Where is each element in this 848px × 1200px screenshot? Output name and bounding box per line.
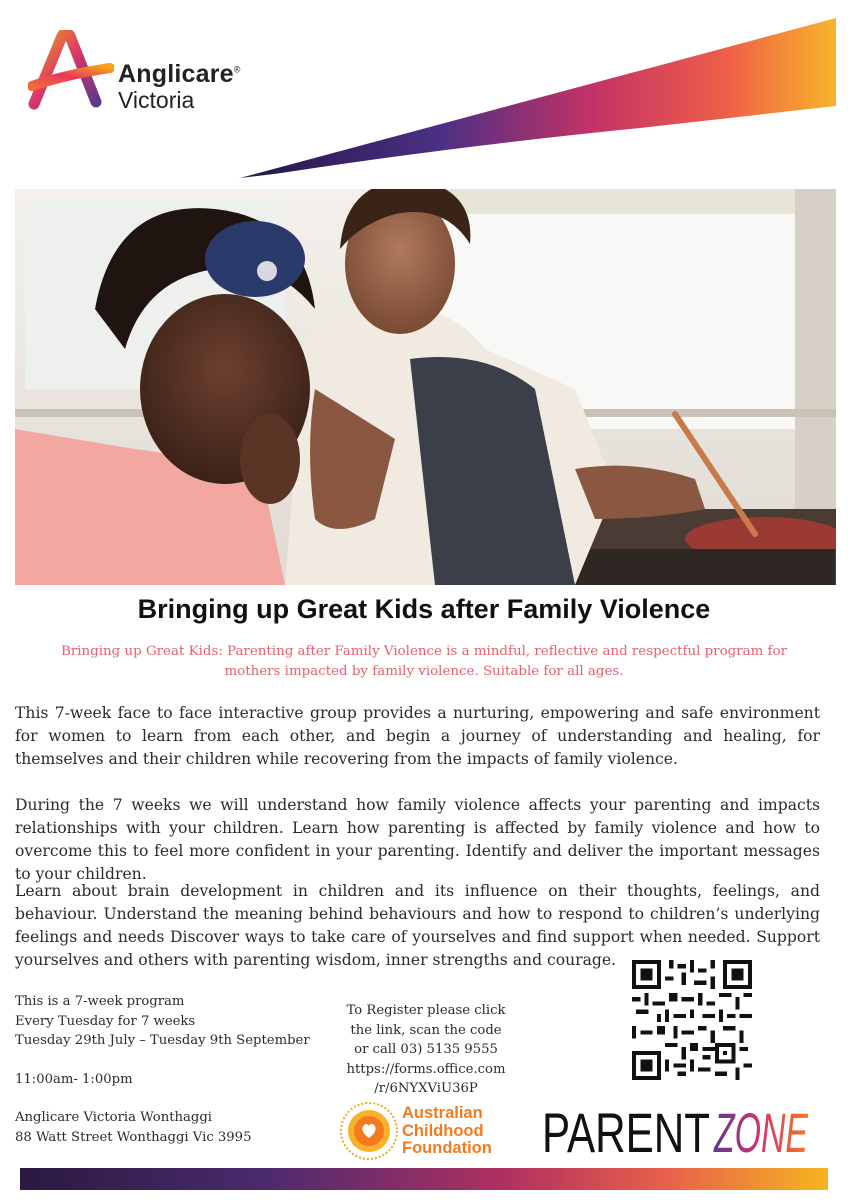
weeks-paragraph: During the 7 weeks we will understand how family violence affects your parenting and impacts relationships with your children. Learn how parenting is affected by family violence and how to overcome this to feel more confident in your parenting. Identify and deliver the important messages to your children. — [15, 796, 820, 883]
register-line2: the link, scan the code — [350, 1022, 502, 1038]
brand-name-line1: Anglicare® — [118, 60, 241, 88]
register-info — [328, 1001, 524, 1099]
anglicare-a-icon — [28, 30, 114, 114]
hero-photo — [15, 189, 836, 585]
parentzone-text-zone: ZONE — [712, 1101, 809, 1162]
program-dates: Tuesday 29th July – Tuesday 9th September — [15, 1033, 310, 1048]
program-details — [15, 992, 310, 1147]
program-venue: Anglicare Victoria Wonthaggi — [15, 1110, 213, 1125]
parentzone-text-parent: PARENT — [542, 1101, 710, 1162]
brain-development-paragraph: Learn about brain development in children and its influence on their thoughts, feelings, and behaviour. Understand the meaning behind behaviours and how to respond to children’s underlying feelings and needs Discover ways to take care of yourselves and find support when needed. Support yourselves and others with parenting wisdom, inner strengths and courage. — [15, 882, 820, 969]
acf-logo — [338, 1100, 508, 1164]
program-address: 88 Watt Street Wonthaggi Vic 3995 — [15, 1129, 252, 1145]
brand-name-line2: Victoria — [118, 87, 195, 113]
anglicare-logo — [28, 30, 268, 114]
register-phone[interactable]: or call 03) 5135 9555 — [354, 1042, 498, 1057]
acf-name: Australian Childhood Foundation — [402, 1104, 492, 1157]
register-link[interactable]: https://forms.office.com — [346, 1061, 506, 1077]
program-length: This is a 7-week program — [15, 994, 185, 1009]
parentzone-logo — [542, 1098, 822, 1162]
photo-mother-daughter-cooking-icon — [15, 189, 836, 585]
acf-sun-heart-icon — [338, 1100, 400, 1162]
footer-gradient-bar — [20, 1168, 828, 1190]
qr-code-icon[interactable] — [632, 960, 752, 1080]
intro-paragraph: This 7-week face to face interactive group provides a nurturing, empowering and safe environment for women to learn from each other, and begin a journey of understanding and healing, for themselves and their children while recovering from the impacts of family violence. — [15, 704, 820, 768]
page-title: Bringing up Great Kids after Family Violence — [137, 594, 711, 624]
program-schedule: Every Tuesday for 7 weeks — [15, 1013, 196, 1029]
register-line1: To Register please click — [346, 1003, 506, 1018]
program-time: 11:00am- 1:00pm — [15, 1071, 133, 1087]
program-subtitle: Bringing up Great Kids: Parenting after Family Violence is a mindful, reflective and respectful program for mothers impacted by family violence. Suitable for all ages. — [61, 644, 787, 679]
register-link-path[interactable]: /r/6NYXViU36P — [374, 1081, 478, 1096]
